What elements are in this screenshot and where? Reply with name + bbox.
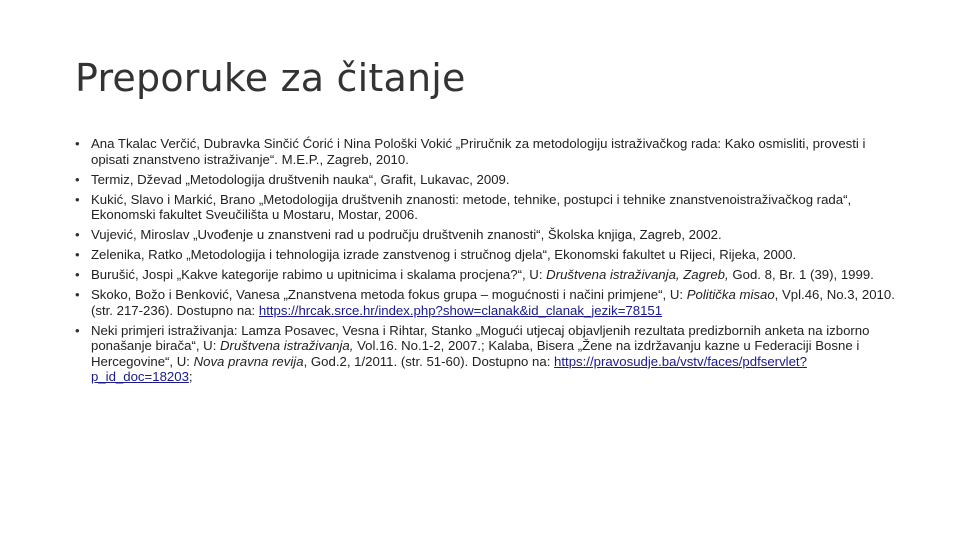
list-item [75, 267, 895, 283]
ref-text: Zelenika, Ratko „Metodologija i tehnologija izrade zanstvenog i stručnog djela“, Ekonomski fakultet u Rijeci, Rijeka, 2000. [91, 247, 797, 263]
list-item [75, 323, 895, 385]
ref-text: Skoko, Božo i Benković, Vanesa „Znanstvena metoda fokus grupa – mogućnosti i načini primjene“, U: [91, 287, 687, 303]
ref-text: Vol.16. No.1-2, 2007.; Kalaba, Bisera „Žene na izdržavanju kazne u Federaciji Bosne i Hercegovine“, U: [91, 338, 860, 369]
hrcak-link[interactable]: https://hrcak.srce.hr/index.php?show=clanak&id_clanak_jezik=78151 [258, 302, 663, 318]
pravosudje-link[interactable]: https://pravosudje.ba/vstv/faces/pdfservlet?p_id_doc=18203 [91, 353, 807, 385]
ref-text: God. 8, Br. 1 (39), 1999. [728, 267, 874, 283]
slide-title: Preporuke za čitanje [75, 56, 466, 100]
ref-text: Vujević, Miroslav „Uvođenje u znanstveni rad u području društvenih znanosti“, Školska knjiga, Zagreb, 2002. [91, 227, 722, 243]
journal-title: Društvena istraživanja, [220, 338, 354, 354]
ref-text: ; [188, 369, 193, 385]
list-item [75, 172, 895, 188]
list-item [75, 192, 895, 223]
reading-list [75, 136, 895, 389]
journal-title: Društvena istraživanja, Zagreb, [546, 267, 729, 283]
ref-text: Ana Tkalac Verčić, Dubravka Sinčić Ćorić i Nina Pološki Vokić „Priručnik za metodologiju istraživačkog rada: Kako osmisliti, provesti i opisati znanstveno istraživanje“. M.E.P., Zagreb, 2010. [91, 136, 866, 167]
ref-text: Kukić, Slavo i Markić, Brano „Metodologija društvenih znanosti: metode, tehnike, postupci i tehnike znanstvenoistraživačkog rada“, Ekonomski fakultet Sveučilišta u Mostaru, Mostar, 2006. [91, 191, 852, 223]
journal-title: Nova pravna revija [193, 353, 304, 369]
journal-title: Politička misao [686, 287, 775, 303]
ref-text: Termiz, Dževad „Metodologija društvenih nauka“, Grafit, Lukavac, 2009. [91, 171, 510, 187]
ref-text: Neki primjeri istraživanja: Lamza Posavec, Vesna i Rihtar, Stanko „Mogući utjecaj objavljenih rezultata predizbornih anketa na izborno ponašanje birača“, U: [91, 322, 870, 354]
ref-text: , God.2, 1/2011. (str. 51-60). Dostupno na: [303, 353, 555, 369]
list-item [75, 227, 895, 243]
list-item [75, 247, 895, 263]
list-item [75, 287, 895, 318]
list-item [75, 136, 895, 167]
ref-text: , Vpl.46, No.3, 2010. (str. 217-236). Dostupno na: [91, 287, 895, 318]
ref-text: Burušić, Jospi „Kakve kategorije rabimo u upitnicima i skalama procjena?“, U: [91, 267, 547, 283]
